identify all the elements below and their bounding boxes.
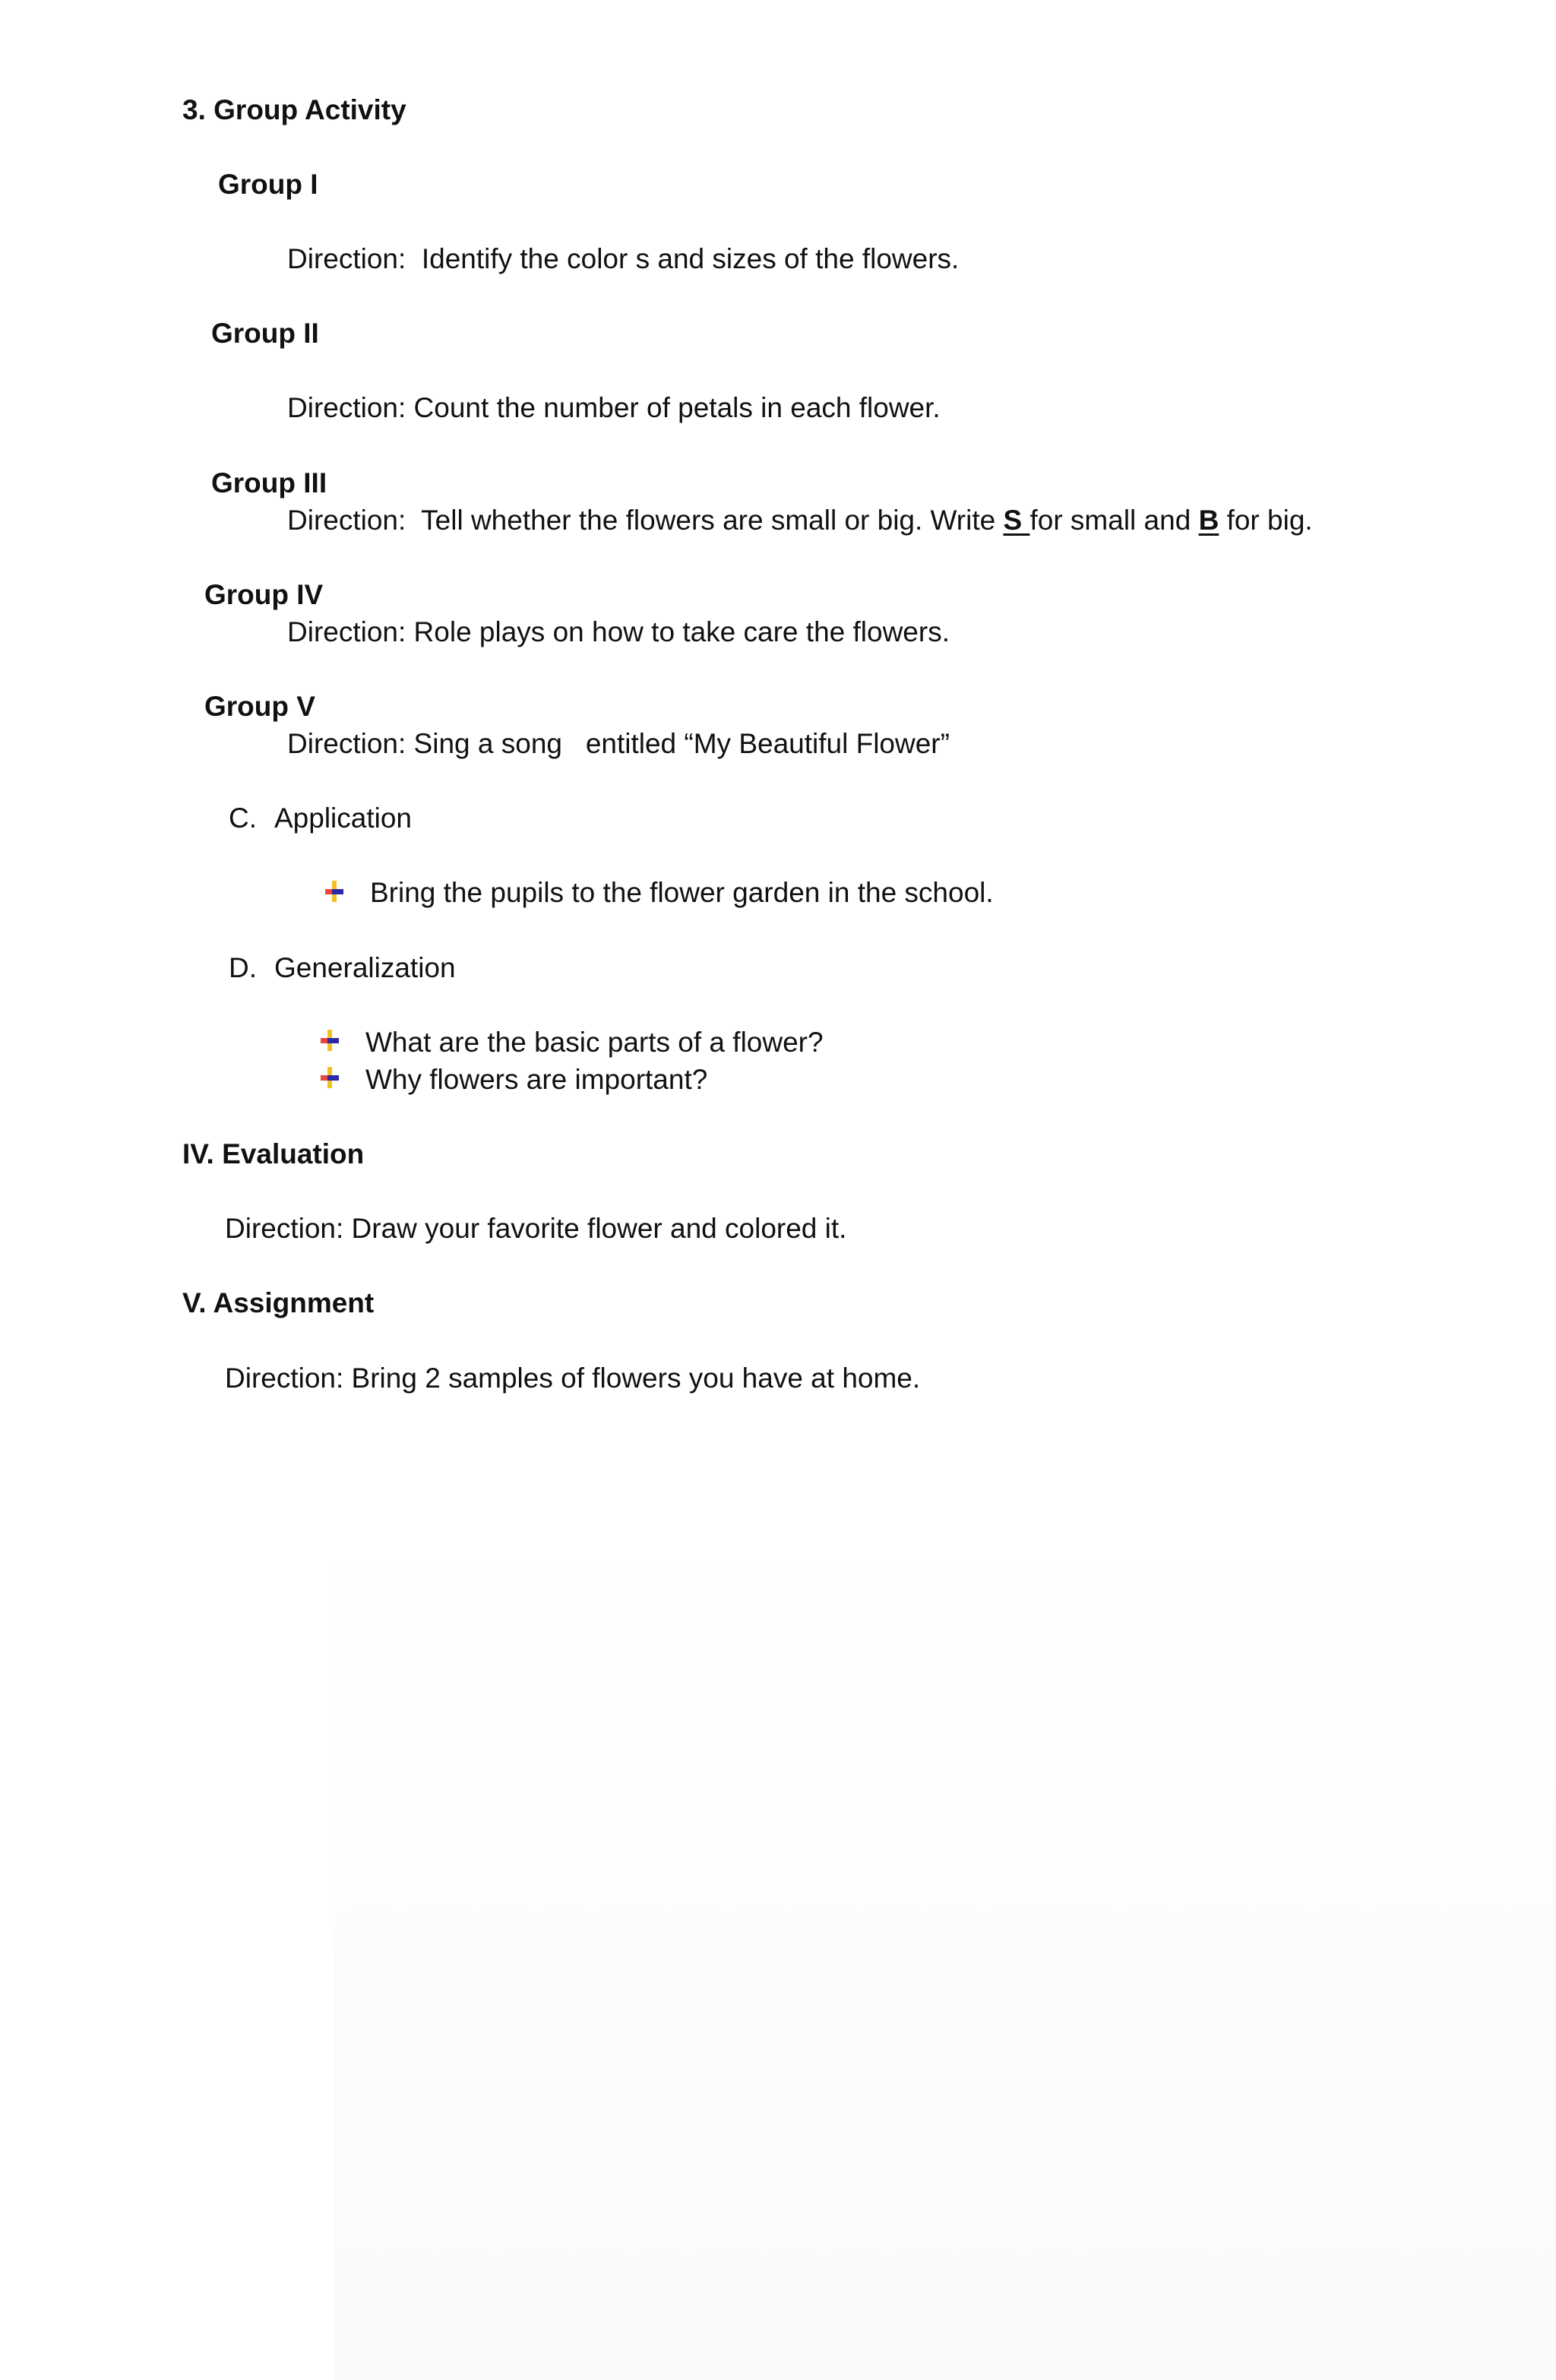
page-shade [334, 1520, 1556, 2380]
group-3-title: Group III [211, 467, 327, 498]
colored-cross-bullet-icon [322, 879, 346, 904]
group-5-direction: Direction: Sing a song entitled “My Beautiful Flower” [287, 728, 950, 759]
big-letter-b: B [1198, 505, 1219, 536]
generalization-marker: D. [229, 952, 257, 983]
application-marker: C. [229, 802, 257, 834]
section-heading-group-activity: 3. Group Activity [182, 94, 406, 125]
colored-cross-bullet-icon [318, 1065, 342, 1090]
group-5-title: Group V [204, 691, 315, 722]
application-item-1: Bring the pupils to the flower garden in the school. [370, 877, 994, 908]
evaluation-direction: Direction: Draw your favorite flower and colored it. [225, 1213, 847, 1244]
group-1-direction: Direction: Identify the color s and sizes of the flowers. [287, 243, 960, 274]
group-3-direction [287, 503, 1313, 538]
section-heading-assignment: V. Assignment [182, 1287, 375, 1318]
group-1-title: Group I [218, 169, 318, 200]
generalization-title: Generalization [274, 952, 456, 983]
group-4-direction: Direction: Role plays on how to take care the flowers. [287, 616, 950, 647]
section-heading-evaluation: IV. Evaluation [182, 1138, 365, 1169]
colored-cross-bullet-icon [318, 1028, 342, 1052]
generalization-item-2: Why flowers are important? [365, 1064, 708, 1095]
group-3-direction-end: for big. [1219, 505, 1313, 536]
group-2-direction: Direction: Count the number of petals in each flower. [287, 392, 941, 423]
group-4-title: Group IV [204, 579, 324, 610]
group-3-direction-text: Direction: Tell whether the flowers are small or big. Write [287, 505, 1004, 536]
assignment-direction: Direction: Bring 2 samples of flowers you have at home. [225, 1362, 921, 1394]
group-2-title: Group II [211, 318, 319, 349]
small-letter-s: S [1003, 505, 1030, 536]
group-3-direction-middle: for small and [1029, 505, 1199, 536]
application-title: Application [274, 802, 413, 834]
generalization-item-1: What are the basic parts of a flower? [365, 1027, 824, 1058]
